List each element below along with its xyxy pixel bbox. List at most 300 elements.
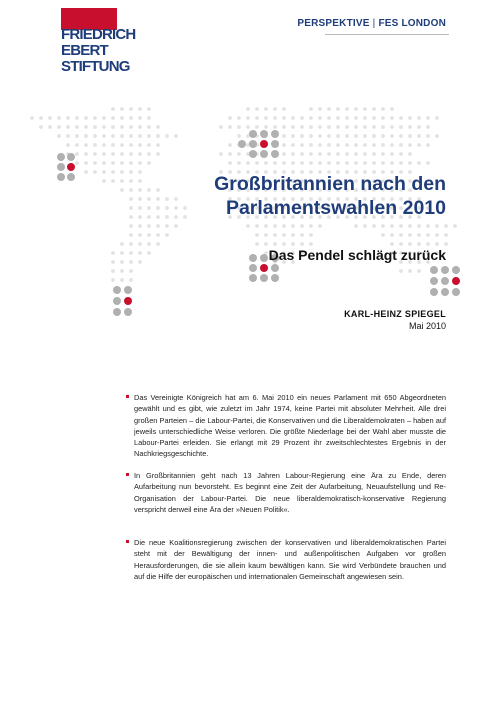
map-dot bbox=[399, 134, 403, 138]
map-dot bbox=[120, 188, 124, 192]
map-dot bbox=[129, 251, 133, 255]
map-dot bbox=[102, 116, 106, 120]
map-dot bbox=[39, 125, 43, 129]
map-dot bbox=[291, 143, 295, 147]
map-dot bbox=[291, 233, 295, 237]
map-dot bbox=[111, 161, 115, 165]
map-dot bbox=[336, 134, 340, 138]
map-dot bbox=[390, 242, 394, 246]
map-dot bbox=[309, 224, 313, 228]
map-dot bbox=[255, 107, 259, 111]
map-dot bbox=[120, 251, 124, 255]
map-accent-dot bbox=[260, 130, 268, 138]
map-dot bbox=[84, 152, 88, 156]
map-dot bbox=[435, 242, 439, 246]
map-dot bbox=[372, 161, 376, 165]
map-accent-dot bbox=[113, 286, 121, 294]
map-dot bbox=[255, 161, 259, 165]
map-dot bbox=[138, 143, 142, 147]
map-dot bbox=[354, 152, 358, 156]
map-dot bbox=[426, 134, 430, 138]
map-dot bbox=[129, 224, 133, 228]
map-dot bbox=[129, 179, 133, 183]
map-accent-dot bbox=[249, 274, 257, 282]
map-dot bbox=[156, 143, 160, 147]
map-dot bbox=[390, 143, 394, 147]
map-dot bbox=[426, 161, 430, 165]
map-dot bbox=[273, 116, 277, 120]
map-dot bbox=[408, 242, 412, 246]
map-dot bbox=[363, 224, 367, 228]
map-accent-dot bbox=[430, 266, 438, 274]
map-dot bbox=[399, 242, 403, 246]
map-dot bbox=[426, 143, 430, 147]
map-dot bbox=[228, 116, 232, 120]
map-dot bbox=[129, 206, 133, 210]
map-dot bbox=[129, 242, 133, 246]
map-dot bbox=[120, 179, 124, 183]
title-line-2: Parlamentswahlen 2010 bbox=[225, 197, 446, 219]
map-dot bbox=[129, 161, 133, 165]
map-dot bbox=[48, 116, 52, 120]
map-accent-dot bbox=[441, 266, 449, 274]
map-accent-dot bbox=[57, 173, 65, 181]
map-dot bbox=[93, 170, 97, 174]
map-dot bbox=[255, 242, 259, 246]
map-dot bbox=[417, 161, 421, 165]
map-dot bbox=[57, 134, 61, 138]
map-dot bbox=[309, 242, 313, 246]
map-dot bbox=[300, 161, 304, 165]
map-dot bbox=[264, 161, 268, 165]
map-dot bbox=[300, 242, 304, 246]
map-accent-dot bbox=[124, 286, 132, 294]
map-accent-dot bbox=[57, 163, 65, 171]
map-dot bbox=[399, 269, 403, 273]
map-accent-dot bbox=[249, 264, 257, 272]
map-dot bbox=[291, 242, 295, 246]
map-dot bbox=[264, 224, 268, 228]
map-dot bbox=[147, 251, 151, 255]
map-dot bbox=[120, 116, 124, 120]
map-dot bbox=[156, 152, 160, 156]
map-accent-dot bbox=[441, 277, 449, 285]
map-accent-dot-red bbox=[452, 277, 460, 285]
series-right: FES LONDON bbox=[378, 18, 446, 29]
summary-paragraph-3: Die neue Koalitionsregierung zwischen der konservativen und liberaldemokratischen Partei steht mit der Bewältigung der innen- und außenpolitischen Aufgaben vor großen Herausforderungen, die sie allein kaum bewältigen kann. Sie wird Verbündete brauchen und auf die Hilfe der europäischen und internationalen Gemeinschaft angewiesen sein. bbox=[134, 538, 446, 581]
map-dot bbox=[327, 161, 331, 165]
map-dot bbox=[129, 269, 133, 273]
map-dot bbox=[138, 116, 142, 120]
map-dot bbox=[309, 152, 313, 156]
summary-paragraph-1: Das Vereinigte Königreich hat am 6. Mai 2010 ein neues Parlament mit 650 Abgeordneten gewählt und es gibt, wie zuletzt im Jahr 1974, keine Partei mit absoluter Mehrheit. Alle drei großen Parteien – die Labour-Partei, die Konservativen und die Liberaldemokraten – haben auf jeweils unterschiedliche Weise verloren. Die größte Niederlage bei der Wahl aber musste die Labour-Partei erleiden. Sie erlangt mit 29 Prozent ihr zweitschlechtestes Ergebnis in der Nachkriegsgeschichte. bbox=[134, 393, 446, 459]
map-dot bbox=[120, 125, 124, 129]
map-dot bbox=[120, 278, 124, 282]
map-accent-dot-red bbox=[260, 264, 268, 272]
map-dot bbox=[66, 143, 70, 147]
map-dot bbox=[228, 152, 232, 156]
map-dot bbox=[354, 161, 358, 165]
map-dot bbox=[219, 152, 223, 156]
map-dot bbox=[102, 125, 106, 129]
map-dot bbox=[399, 116, 403, 120]
map-dot bbox=[57, 116, 61, 120]
map-dot bbox=[174, 197, 178, 201]
map-dot bbox=[300, 152, 304, 156]
map-dot bbox=[354, 143, 358, 147]
map-dot bbox=[264, 116, 268, 120]
map-dot bbox=[147, 188, 151, 192]
map-dot bbox=[120, 152, 124, 156]
map-dot bbox=[372, 224, 376, 228]
map-accent-dot bbox=[249, 130, 257, 138]
logo-line-1: FRIEDRICH bbox=[61, 26, 136, 43]
map-dot bbox=[309, 134, 313, 138]
map-dot bbox=[111, 143, 115, 147]
map-dot bbox=[408, 134, 412, 138]
map-accent-dot-red bbox=[260, 140, 268, 148]
map-dot bbox=[318, 161, 322, 165]
map-dot bbox=[93, 143, 97, 147]
map-dot bbox=[120, 161, 124, 165]
map-dot bbox=[165, 233, 169, 237]
map-dot bbox=[417, 143, 421, 147]
map-dot bbox=[417, 233, 421, 237]
map-accent-dot bbox=[238, 140, 246, 148]
map-dot bbox=[129, 188, 133, 192]
title-line-1: Großbritannien nach den bbox=[214, 173, 446, 195]
map-dot bbox=[372, 125, 376, 129]
map-dot bbox=[129, 143, 133, 147]
map-dot bbox=[345, 152, 349, 156]
map-dot bbox=[372, 107, 376, 111]
map-dot bbox=[435, 233, 439, 237]
map-dot bbox=[129, 197, 133, 201]
map-dot bbox=[345, 116, 349, 120]
map-dot bbox=[390, 152, 394, 156]
map-dot bbox=[75, 161, 79, 165]
map-dot bbox=[174, 215, 178, 219]
map-dot bbox=[327, 143, 331, 147]
map-accent-dot bbox=[67, 173, 75, 181]
map-dot bbox=[66, 125, 70, 129]
map-dot bbox=[336, 161, 340, 165]
map-dot bbox=[156, 242, 160, 246]
map-dot bbox=[399, 143, 403, 147]
logo-line-3: STIFTUNG bbox=[61, 58, 130, 75]
map-dot bbox=[255, 125, 259, 129]
map-dot bbox=[129, 152, 133, 156]
map-dot bbox=[93, 134, 97, 138]
map-dot bbox=[372, 143, 376, 147]
map-dot bbox=[399, 152, 403, 156]
bullet-square bbox=[126, 395, 129, 398]
map-accent-dot bbox=[249, 254, 257, 262]
author-block bbox=[344, 308, 446, 332]
map-dot bbox=[444, 242, 448, 246]
map-accent-dot-red bbox=[67, 163, 75, 171]
map-dot bbox=[111, 107, 115, 111]
map-dot bbox=[318, 134, 322, 138]
map-dot bbox=[282, 143, 286, 147]
map-accent-dot bbox=[271, 274, 279, 282]
map-accent-dot bbox=[67, 153, 75, 161]
map-dot bbox=[354, 125, 358, 129]
map-dot bbox=[102, 143, 106, 147]
map-accent-dot bbox=[260, 254, 268, 262]
map-dot bbox=[282, 125, 286, 129]
map-dot bbox=[228, 125, 232, 129]
map-dot bbox=[399, 233, 403, 237]
map-dot bbox=[75, 125, 79, 129]
map-dot bbox=[408, 233, 412, 237]
map-dot bbox=[336, 107, 340, 111]
map-dot bbox=[363, 107, 367, 111]
map-dot bbox=[246, 161, 250, 165]
map-dot bbox=[66, 134, 70, 138]
map-dot bbox=[111, 251, 115, 255]
map-dot bbox=[264, 107, 268, 111]
map-dot bbox=[291, 116, 295, 120]
map-dot bbox=[147, 116, 151, 120]
map-dot bbox=[300, 224, 304, 228]
map-dot bbox=[390, 161, 394, 165]
map-dot bbox=[390, 107, 394, 111]
map-dot bbox=[120, 170, 124, 174]
map-dot bbox=[408, 152, 412, 156]
map-dot bbox=[102, 170, 106, 174]
map-dot bbox=[111, 116, 115, 120]
map-dot bbox=[165, 134, 169, 138]
map-dot bbox=[111, 278, 115, 282]
map-dot bbox=[390, 224, 394, 228]
map-dot bbox=[174, 224, 178, 228]
map-dot bbox=[381, 116, 385, 120]
summary-paragraph-2: In Großbritannien geht nach 13 Jahren Labour-Regierung eine Ära zu Ende, deren Aufarbeitung nun bevorsteht. Es beginnt eine Zeit der Aufarbeitung, Neuaufstellung und Re-Organisation der Labour-Partei. Die neue liberaldemokratisch-konservative Regierung verspricht derweil eine Ära der »Neuen Politik«. bbox=[134, 471, 446, 514]
map-dot bbox=[246, 107, 250, 111]
map-dot bbox=[183, 206, 187, 210]
map-dot bbox=[156, 215, 160, 219]
map-dot bbox=[129, 170, 133, 174]
map-dot bbox=[273, 161, 277, 165]
map-dot bbox=[390, 116, 394, 120]
map-dot bbox=[147, 125, 151, 129]
map-dot bbox=[255, 233, 259, 237]
map-dot bbox=[372, 152, 376, 156]
map-dot bbox=[408, 125, 412, 129]
map-dot bbox=[300, 125, 304, 129]
map-dot bbox=[408, 269, 412, 273]
map-dot bbox=[237, 134, 241, 138]
map-dot bbox=[282, 134, 286, 138]
map-dot bbox=[408, 224, 412, 228]
map-dot bbox=[156, 134, 160, 138]
map-dot bbox=[111, 152, 115, 156]
map-dot bbox=[282, 107, 286, 111]
map-dot bbox=[300, 233, 304, 237]
map-dot bbox=[372, 116, 376, 120]
map-accent-dot bbox=[271, 140, 279, 148]
map-dot bbox=[111, 134, 115, 138]
map-dot bbox=[120, 269, 124, 273]
map-accent-dot bbox=[452, 266, 460, 274]
map-accent-dot bbox=[441, 288, 449, 296]
map-dot bbox=[399, 224, 403, 228]
map-dot bbox=[147, 224, 151, 228]
map-dot bbox=[102, 152, 106, 156]
map-dot bbox=[102, 179, 106, 183]
map-dot bbox=[66, 116, 70, 120]
map-dot bbox=[318, 152, 322, 156]
map-dot bbox=[237, 116, 241, 120]
map-dot bbox=[426, 233, 430, 237]
map-dot bbox=[111, 269, 115, 273]
map-dot bbox=[129, 215, 133, 219]
map-dot bbox=[381, 107, 385, 111]
map-dot bbox=[336, 116, 340, 120]
map-dot bbox=[138, 206, 142, 210]
map-dot bbox=[291, 125, 295, 129]
map-dot bbox=[138, 152, 142, 156]
page-subtitle: Das Pendel schlägt zurück bbox=[268, 247, 446, 263]
map-dot bbox=[399, 125, 403, 129]
map-dot bbox=[345, 125, 349, 129]
map-dot bbox=[120, 143, 124, 147]
map-dot bbox=[246, 116, 250, 120]
map-dot bbox=[237, 161, 241, 165]
map-dot bbox=[390, 134, 394, 138]
map-dot bbox=[327, 134, 331, 138]
map-dot bbox=[390, 233, 394, 237]
map-dot bbox=[363, 161, 367, 165]
map-accent-dot bbox=[249, 140, 257, 148]
map-dot bbox=[147, 161, 151, 165]
map-dot bbox=[147, 215, 151, 219]
map-dot bbox=[453, 224, 457, 228]
map-dot bbox=[30, 116, 34, 120]
map-dot bbox=[165, 224, 169, 228]
map-dot bbox=[102, 161, 106, 165]
map-dot bbox=[102, 134, 106, 138]
map-dot bbox=[147, 197, 151, 201]
map-dot bbox=[156, 125, 160, 129]
map-dot bbox=[264, 233, 268, 237]
map-dot bbox=[165, 215, 169, 219]
map-dot bbox=[309, 161, 313, 165]
map-dot bbox=[246, 125, 250, 129]
map-dot bbox=[399, 161, 403, 165]
map-dot bbox=[165, 197, 169, 201]
map-dot bbox=[120, 107, 124, 111]
map-dot bbox=[336, 143, 340, 147]
map-dot bbox=[93, 116, 97, 120]
map-dot bbox=[84, 170, 88, 174]
map-dot bbox=[147, 242, 151, 246]
map-dot bbox=[138, 170, 142, 174]
map-dot bbox=[408, 161, 412, 165]
map-dot bbox=[219, 125, 223, 129]
map-dot bbox=[120, 242, 124, 246]
map-dot bbox=[363, 134, 367, 138]
map-dot bbox=[354, 134, 358, 138]
map-accent-dot bbox=[260, 274, 268, 282]
map-dot bbox=[84, 116, 88, 120]
map-dot bbox=[84, 143, 88, 147]
map-dot bbox=[282, 161, 286, 165]
bullet-square bbox=[126, 540, 129, 543]
map-dot bbox=[138, 215, 142, 219]
map-dot bbox=[273, 224, 277, 228]
map-dot bbox=[390, 125, 394, 129]
map-dot bbox=[435, 134, 439, 138]
map-dot bbox=[291, 224, 295, 228]
map-dot bbox=[363, 125, 367, 129]
map-dot bbox=[93, 152, 97, 156]
map-dot bbox=[309, 107, 313, 111]
map-dot bbox=[111, 260, 115, 264]
map-dot bbox=[138, 125, 142, 129]
map-dot bbox=[417, 116, 421, 120]
map-dot bbox=[138, 197, 142, 201]
map-dot bbox=[363, 152, 367, 156]
map-dot bbox=[309, 116, 313, 120]
logo-line-2: EBERT bbox=[61, 42, 108, 59]
map-dot bbox=[336, 152, 340, 156]
map-accent-dot bbox=[430, 277, 438, 285]
map-dot bbox=[282, 152, 286, 156]
map-dot bbox=[417, 242, 421, 246]
map-dot bbox=[345, 143, 349, 147]
map-dot bbox=[408, 143, 412, 147]
map-dot bbox=[300, 143, 304, 147]
map-dot bbox=[381, 233, 385, 237]
map-dot bbox=[111, 125, 115, 129]
map-dot bbox=[426, 125, 430, 129]
map-dot bbox=[282, 116, 286, 120]
map-dot bbox=[129, 125, 133, 129]
map-dot bbox=[156, 188, 160, 192]
map-dot bbox=[291, 152, 295, 156]
map-dot bbox=[300, 134, 304, 138]
map-accent-dot bbox=[260, 150, 268, 158]
map-dot bbox=[228, 143, 232, 147]
map-dot bbox=[354, 116, 358, 120]
dotted-world-map bbox=[0, 0, 504, 330]
map-dot bbox=[372, 134, 376, 138]
map-dot bbox=[255, 224, 259, 228]
map-dot bbox=[354, 224, 358, 228]
map-accent-dot bbox=[57, 153, 65, 161]
map-dot bbox=[444, 233, 448, 237]
map-dot bbox=[147, 107, 151, 111]
map-dot bbox=[138, 188, 142, 192]
map-dot bbox=[345, 107, 349, 111]
map-dot bbox=[318, 116, 322, 120]
map-dot bbox=[174, 134, 178, 138]
map-dot bbox=[156, 224, 160, 228]
map-dot bbox=[84, 125, 88, 129]
publication-date: Mai 2010 bbox=[408, 321, 446, 331]
map-dot bbox=[138, 179, 142, 183]
map-accent-dot bbox=[124, 308, 132, 316]
map-dot bbox=[327, 116, 331, 120]
map-dot bbox=[273, 125, 277, 129]
map-dot bbox=[417, 134, 421, 138]
map-accent-dot bbox=[249, 150, 257, 158]
map-dot bbox=[138, 161, 142, 165]
map-dot bbox=[57, 125, 61, 129]
map-dot bbox=[354, 107, 358, 111]
